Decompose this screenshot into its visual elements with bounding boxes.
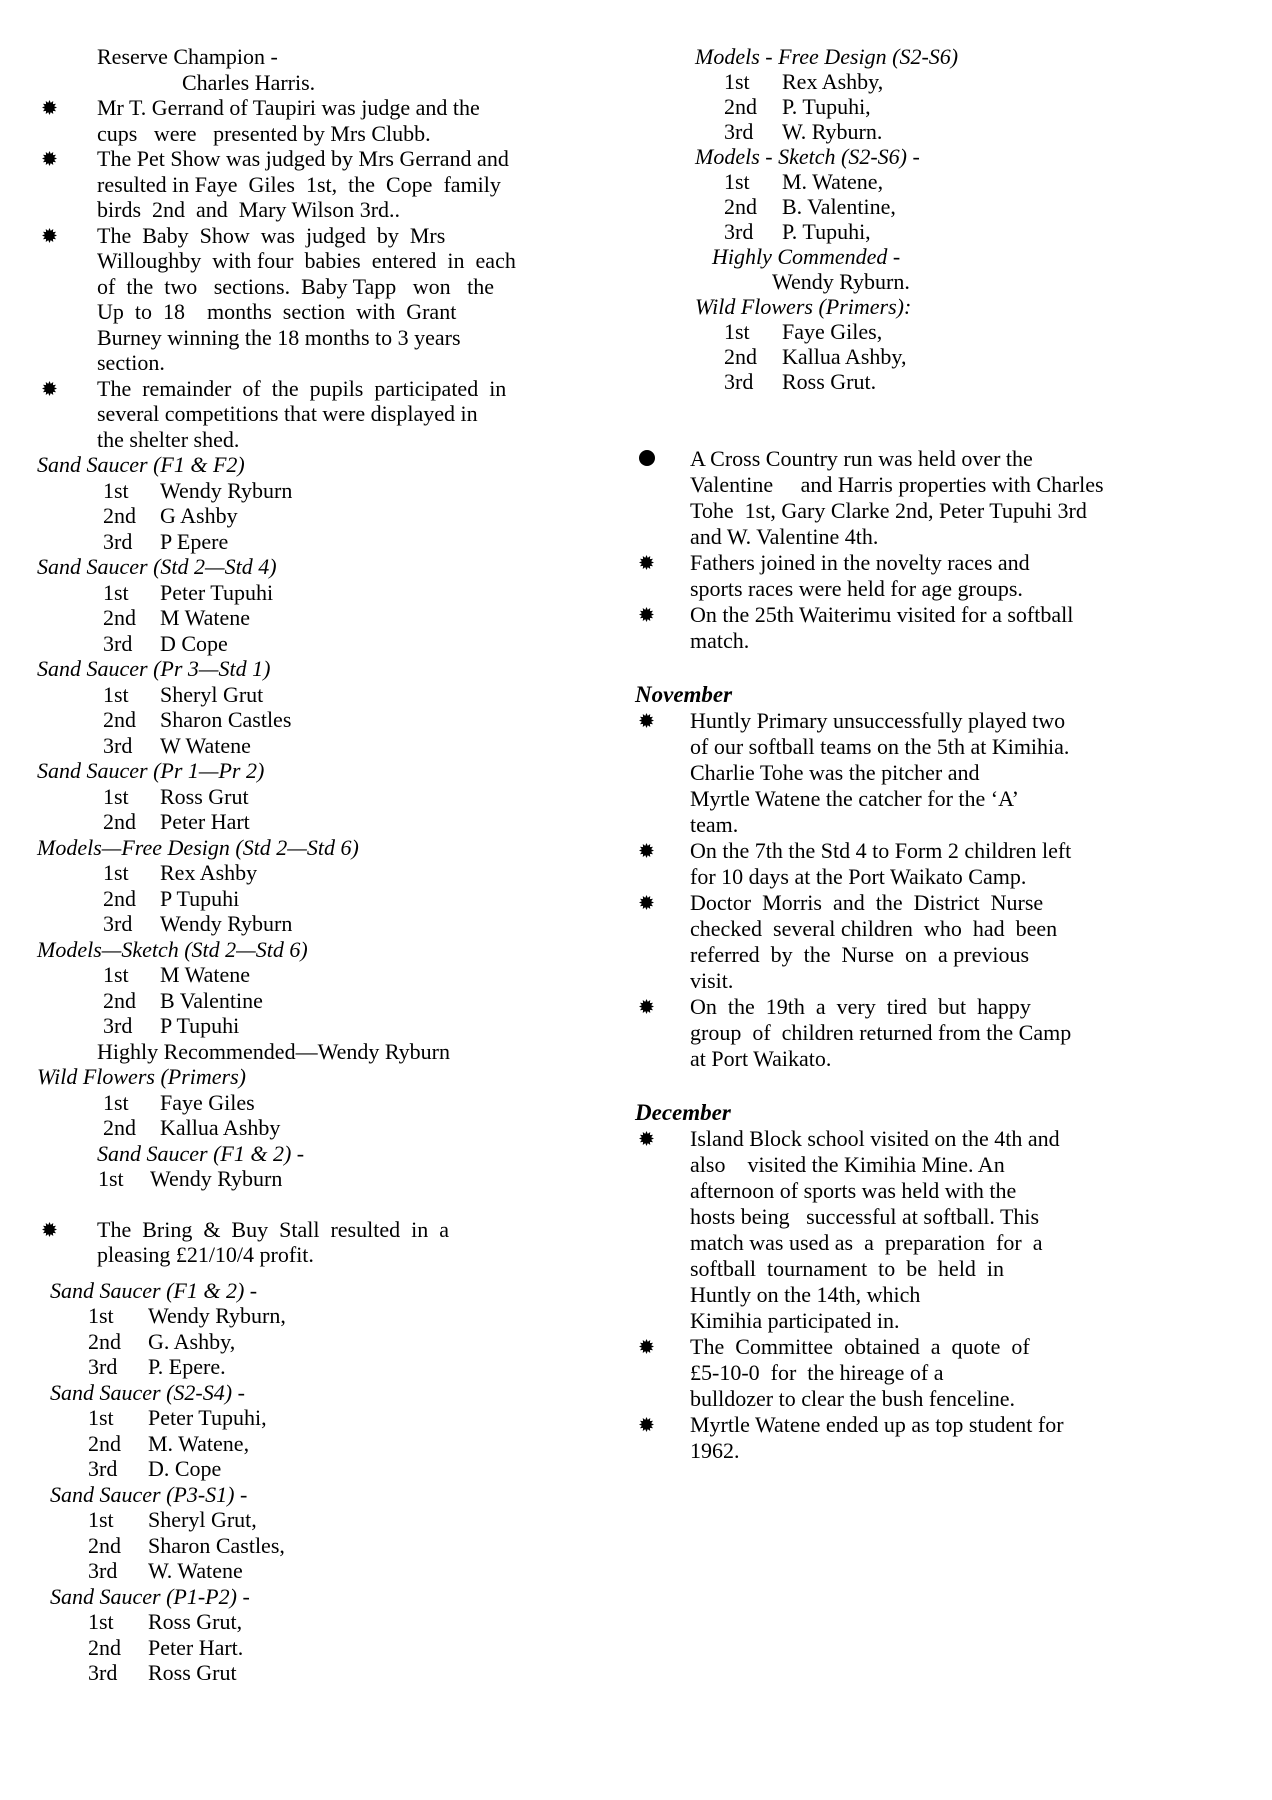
bullet-text-line: and W. Valentine 4th. (690, 524, 879, 549)
result-heading: Sand Saucer (P3-S1) - (50, 1481, 248, 1507)
month-heading: November (635, 682, 733, 707)
bullet-text-line: section. (97, 350, 165, 375)
rank-position: 2nd (88, 1430, 121, 1456)
bullet-item (37, 1217, 577, 1268)
rank-name: B Valentine (160, 987, 263, 1013)
rank-row (103, 605, 577, 631)
rank-name: G Ashby (160, 503, 238, 528)
rank-name: Sheryl Grut, (148, 1507, 257, 1532)
rank-position: 3rd (724, 369, 754, 394)
rank-position: 2nd (724, 344, 757, 369)
bullet-item (37, 376, 577, 453)
bullet-text-line: On the 7th the Std 4 to Form 2 children left (690, 838, 1072, 863)
bullet-item (600, 890, 1265, 994)
rank-position: 3rd (103, 732, 133, 758)
result-heading: Models—Free Design (Std 2—Std 6) (37, 834, 359, 860)
bullet-text-line: resulted in Faye Giles 1st, the Cope family (97, 171, 501, 197)
rank-name: Sharon Castles (160, 707, 292, 732)
rank-name: Faye Giles (160, 1089, 255, 1115)
bullet-text (690, 446, 1265, 550)
bullet-text-line: The Pet Show was judged by Mrs Gerrand and (97, 146, 509, 171)
rank-row (724, 344, 1265, 369)
rank-position: 1st (98, 1166, 124, 1191)
rank-name: B. Valentine, (782, 194, 896, 219)
star-bullet-icon (37, 1217, 97, 1237)
rank-position: 1st (88, 1609, 114, 1634)
bullet-text-line: Myrtle Watene ended up as top student for (690, 1412, 1064, 1437)
bullet-text-line: Huntly on the 14th, which (690, 1282, 921, 1307)
bullet-text-line: Huntly Primary unsuccessfully played two (690, 708, 1066, 733)
bullet-text-line: Myrtle Watene the catcher for the ‘A’ (690, 786, 1019, 811)
bullet-item (600, 1334, 1265, 1412)
spacer (600, 1072, 1265, 1100)
rank-name: Wendy Ryburn, (148, 1303, 286, 1328)
rank-name: Peter Hart. (148, 1634, 244, 1660)
rank-name: M Watene (160, 605, 251, 630)
rank-position: 2nd (103, 503, 136, 528)
star-bullet-icon (600, 890, 690, 910)
bullet-item (37, 146, 577, 223)
bullet-text-line: of our softball teams on the 5th at Kimihia. (690, 734, 1070, 759)
rank-row (724, 369, 1265, 394)
bullet-text-line: Kimihia participated in. (690, 1308, 900, 1333)
rank-position: 3rd (724, 219, 754, 244)
rank-position: 2nd (103, 809, 136, 834)
bullet-text-line: The remainder of the pupils participated in (97, 375, 507, 401)
bullet-text (97, 95, 577, 146)
rank-row (103, 503, 577, 529)
result-heading: Sand Saucer (Pr 1—Pr 2) (37, 758, 265, 783)
result-heading: Highly Commended - (712, 244, 901, 269)
text-line: Charles Harris. (182, 69, 316, 95)
rank-name: Ross Grut (160, 783, 249, 809)
bullet-text (97, 146, 577, 223)
text-line: Wendy Ryburn. (772, 269, 910, 294)
rank-row (724, 319, 1265, 344)
bullet-text-line: match. (690, 628, 750, 653)
bullet-text-line: Island Block school visited on the 4th and (690, 1126, 1060, 1151)
bullet-text-line: for 10 days at the Port Waikato Camp. (690, 864, 1027, 889)
star-bullet-icon (37, 223, 97, 243)
left-column (37, 44, 577, 1686)
bullet-text-line: Doctor Morris and the District Nurse (690, 890, 1044, 915)
bullet-text-line: team. (690, 812, 739, 837)
bullet-text-line: several competitions that were displayed in (97, 401, 478, 426)
rank-row (724, 194, 1265, 219)
bullet-text (690, 838, 1265, 890)
result-heading: Sand Saucer (F1 & F2) (37, 452, 245, 477)
bullet-text-line: referred by the Nurse on a previous (690, 942, 1030, 967)
bullet-text-line: bulldozer to clear the bush fenceline. (690, 1386, 1015, 1411)
rank-name: Ross Grut (148, 1660, 237, 1685)
rank-name: Peter Hart (160, 809, 250, 834)
bullet-text-line: 1962. (690, 1438, 740, 1463)
result-heading: Models—Sketch (Std 2—Std 6) (37, 936, 308, 962)
bullet-text (97, 223, 577, 376)
rank-position: 2nd (88, 1328, 121, 1354)
rank-row (103, 1115, 577, 1141)
bullet-text-line: of the two sections. Baby Tapp won the (97, 273, 495, 299)
rank-name: M. Watene, (782, 169, 884, 194)
rank-row (88, 1533, 577, 1559)
bullet-text-line: hosts being successful at softball. This (690, 1204, 1040, 1229)
rank-position: 1st (103, 477, 129, 503)
rank-row (88, 1660, 577, 1686)
result-heading: Models - Sketch (S2-S6) - (695, 144, 920, 169)
rank-row (98, 1166, 577, 1192)
bullet-item (600, 994, 1265, 1072)
star-bullet-icon (600, 550, 690, 570)
result-heading: Sand Saucer (S2-S4) - (50, 1379, 245, 1405)
rank-position: 1st (88, 1405, 114, 1430)
bullet-text-line: checked several children who had been (690, 916, 1058, 941)
bullet-text-line: A Cross Country run was held over the (690, 446, 1033, 471)
bullet-text (690, 890, 1265, 994)
rank-name: Kallua Ashby, (782, 344, 907, 369)
spacer (600, 654, 1265, 682)
rank-row (88, 1303, 577, 1329)
rank-name: Wendy Ryburn (150, 1166, 283, 1191)
rank-name: P. Tupuhi, (782, 94, 871, 119)
rank-row (88, 1558, 577, 1584)
star-bullet-icon (600, 838, 690, 858)
star-bullet-icon (600, 708, 690, 728)
bullet-text (97, 1217, 577, 1268)
result-heading: Sand Saucer (P1-P2) - (50, 1583, 250, 1609)
bullet-text-line: The Committee obtained a quote of (690, 1334, 1030, 1359)
rank-position: 1st (103, 1089, 129, 1115)
month-heading: December (635, 1100, 731, 1125)
rank-position: 3rd (88, 1354, 118, 1379)
bullet-text (690, 602, 1265, 654)
star-bullet-icon (37, 146, 97, 166)
rank-row (724, 169, 1265, 194)
bullet-text (690, 708, 1265, 838)
rank-row (88, 1456, 577, 1482)
rank-row (103, 529, 577, 555)
bullet-text-line: group of children returned from the Camp (690, 1020, 1072, 1045)
rank-row (88, 1354, 577, 1380)
bullet-text (690, 994, 1265, 1072)
rank-name: Sheryl Grut (160, 681, 264, 707)
rank-position: 2nd (103, 885, 136, 911)
bullet-item (37, 95, 577, 146)
rank-row (724, 119, 1265, 144)
rank-name: P Tupuhi (160, 885, 240, 911)
bullet-text-line: also visited the Kimihia Mine. An (690, 1152, 1005, 1177)
rank-position: 1st (88, 1507, 114, 1532)
bullet-text-line: cups were presented by Mrs Clubb. (97, 120, 431, 146)
rank-row (103, 962, 577, 988)
rank-name: D Cope (160, 630, 228, 656)
spacer (600, 394, 1265, 446)
bullet-text-line: Charlie Tohe was the pitcher and (690, 760, 980, 785)
rank-row (103, 784, 577, 810)
rank-row (88, 1405, 577, 1431)
rank-name: Ross Grut. (782, 369, 877, 394)
rank-name: D. Cope (148, 1456, 222, 1481)
bullet-item (600, 602, 1265, 654)
rank-name: P Epere (160, 528, 229, 554)
rank-position: 1st (103, 860, 129, 885)
rank-position: 3rd (103, 1013, 133, 1038)
result-heading: Sand Saucer (F1 & 2) - (50, 1277, 258, 1303)
rank-row (103, 911, 577, 937)
result-heading: Wild Flowers (Primers) (37, 1064, 246, 1089)
rank-position: 2nd (103, 1115, 136, 1140)
rank-row (88, 1329, 577, 1355)
bullet-text-line: Valentine and Harris properties with Charles (690, 472, 1104, 497)
bullet-text-line: Burney winning the 18 months to 3 years (97, 324, 461, 350)
bullet-text-line: afternoon of sports was held with the (690, 1178, 1017, 1203)
rank-row (88, 1431, 577, 1457)
rank-name: M Watene (160, 962, 251, 987)
dot-bullet-icon (600, 446, 690, 466)
bullet-text (690, 1334, 1265, 1412)
rank-position: 1st (724, 69, 750, 94)
rank-row (88, 1635, 577, 1661)
rank-position: 1st (88, 1303, 114, 1328)
rank-position: 2nd (103, 605, 136, 630)
rank-name: Sharon Castles, (148, 1532, 285, 1558)
bullet-text (690, 1126, 1265, 1334)
rank-position: 1st (103, 962, 129, 987)
star-bullet-icon (600, 1334, 690, 1354)
rank-position: 3rd (88, 1660, 118, 1685)
rank-name: G. Ashby, (148, 1328, 236, 1354)
spacer (37, 1268, 577, 1278)
rank-row (103, 886, 577, 912)
rank-position: 2nd (724, 94, 757, 119)
rank-name: M. Watene, (148, 1430, 250, 1456)
star-bullet-icon (600, 1412, 690, 1432)
rank-position: 1st (103, 783, 129, 809)
rank-name: Rex Ashby, (782, 69, 884, 94)
bullet-text-line: Mr T. Gerrand of Taupiri was judge and the (97, 95, 480, 120)
star-bullet-icon (600, 1126, 690, 1146)
bullet-text-line: at Port Waikato. (690, 1046, 832, 1071)
bullet-item (600, 838, 1265, 890)
rank-position: 2nd (88, 1532, 121, 1558)
rank-position: 1st (724, 169, 750, 194)
rank-position: 3rd (88, 1558, 118, 1583)
star-bullet-icon (37, 376, 97, 396)
bullet-item (37, 223, 577, 376)
rank-position: 1st (103, 579, 129, 605)
bullet-text-line: match was used as a preparation for a (690, 1230, 1043, 1255)
bullet-item (600, 550, 1265, 602)
rank-position: 3rd (88, 1456, 118, 1481)
rank-row (88, 1507, 577, 1533)
bullet-text-line: Fathers joined in the novelty races and (690, 550, 1030, 575)
dot-glyph (639, 450, 655, 466)
bullet-item (600, 1412, 1265, 1464)
rank-row (103, 733, 577, 759)
bullet-text (97, 376, 577, 453)
rank-position: 2nd (103, 987, 136, 1013)
rank-name: Peter Tupuhi (160, 579, 274, 605)
rank-position: 3rd (103, 630, 133, 656)
bullet-text-line: £5-10-0 for the hireage of a (690, 1360, 944, 1385)
rank-row (103, 1090, 577, 1116)
bullet-item (600, 446, 1265, 550)
star-bullet-icon (600, 994, 690, 1014)
result-heading: Sand Saucer (Std 2—Std 4) (37, 554, 277, 579)
rank-row (103, 1013, 577, 1039)
bullet-text-line: the shelter shed. (97, 426, 240, 452)
rank-position: 1st (724, 319, 750, 344)
rank-row (88, 1609, 577, 1635)
text-line: Reserve Champion - (97, 44, 278, 69)
bullet-text (690, 550, 1265, 602)
bullet-text-line: The Baby Show was judged by Mrs (97, 222, 446, 248)
rank-position: 3rd (103, 528, 133, 554)
bullet-text-line: Up to 18 months section with Grant (97, 299, 457, 324)
bullet-text-line: The Bring & Buy Stall resulted in a (97, 1216, 449, 1242)
text-line: Highly Recommended—Wendy Ryburn (97, 1038, 450, 1064)
rank-row (103, 707, 577, 733)
spacer (37, 1192, 577, 1217)
rank-row (103, 682, 577, 708)
bullet-text-line: Tohe 1st, Gary Clarke 2nd, Peter Tupuhi 3rd (690, 498, 1087, 523)
rank-position: 2nd (103, 707, 136, 732)
bullet-text-line: visit. (690, 968, 734, 993)
rank-name: Wendy Ryburn (160, 911, 293, 936)
rank-row (103, 478, 577, 504)
rank-name: W. Watene (148, 1558, 243, 1583)
bullet-text-line: softball tournament to be held in (690, 1256, 1005, 1281)
rank-row (103, 580, 577, 606)
star-bullet-icon (37, 95, 97, 115)
star-bullet-icon (600, 602, 690, 622)
rank-position: 1st (103, 681, 129, 707)
rank-row (103, 860, 577, 886)
bullet-text-line: On the 19th a very tired but happy (690, 994, 1031, 1019)
rank-row (103, 631, 577, 657)
rank-name: P Tupuhi (160, 1013, 240, 1038)
rank-position: 3rd (103, 911, 133, 936)
bullet-item (600, 1126, 1265, 1334)
rank-row (724, 94, 1265, 119)
result-heading: Sand Saucer (Pr 3—Std 1) (37, 656, 271, 681)
bullet-text-line: sports races were held for age groups. (690, 576, 1023, 601)
rank-name: Wendy Ryburn (160, 477, 293, 503)
rank-row (724, 69, 1265, 94)
rank-name: P. Epere. (148, 1354, 226, 1379)
rank-name: W. Ryburn. (782, 119, 883, 144)
rank-name: Rex Ashby (160, 860, 258, 885)
bullet-text-line: On the 25th Waiterimu visited for a softball (690, 602, 1074, 627)
rank-row (103, 988, 577, 1014)
right-column (600, 44, 1265, 1464)
bullet-text (690, 1412, 1265, 1464)
rank-row (103, 809, 577, 835)
rank-position: 2nd (724, 194, 757, 219)
bullet-item (600, 708, 1265, 838)
bullet-text-line: birds 2nd and Mary Wilson 3rd.. (97, 197, 401, 222)
bullet-text-line: pleasing £21/10/4 profit. (97, 1242, 314, 1267)
result-heading: Models - Free Design (S2-S6) (695, 44, 959, 69)
result-heading: Sand Saucer (F1 & 2) - (97, 1140, 305, 1166)
rank-name: P. Tupuhi, (782, 219, 871, 244)
rank-name: Faye Giles, (782, 319, 883, 344)
rank-name: Ross Grut, (148, 1609, 243, 1634)
rank-row (724, 219, 1265, 244)
rank-name: Kallua Ashby (160, 1115, 281, 1140)
result-heading: Wild Flowers (Primers): (695, 294, 912, 319)
rank-position: 3rd (724, 119, 754, 144)
rank-name: W Watene (160, 732, 251, 758)
rank-position: 2nd (88, 1634, 121, 1660)
bullet-text-line: Willoughby with four babies entered in each (97, 248, 516, 273)
rank-name: Peter Tupuhi, (148, 1405, 267, 1430)
